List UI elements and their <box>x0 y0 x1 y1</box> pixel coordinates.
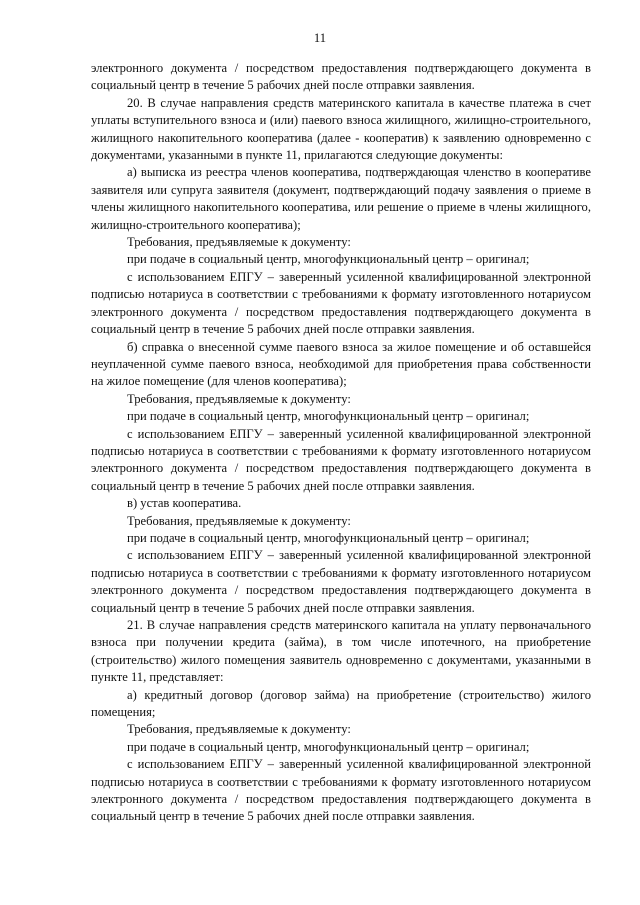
paragraph: электронного документа / посредством предоставления подтверждающего документа в социальный центр в течение 5 рабочих дней после отправки заявления. <box>91 61 591 93</box>
paragraph: при подаче в социальный центр, многофункциональный центр – оригинал; <box>127 739 530 754</box>
paragraph: а) кредитный договор (договор займа) на приобретение (строительство) жилого помещения; <box>91 687 591 720</box>
paragraph: с использованием ЕПГУ – заверенный усиленной квалифицированной электронной подписью нотариуса в соответствии с требованиями к формату изготовленного нотариусом электронного документа / посредством предоставления подтверждающего документа в социальный центр в течение 5 рабочих дней после отправки заявления. <box>91 757 591 824</box>
paragraph: в) устав кооператива. <box>127 496 242 511</box>
paragraph: при подаче в социальный центр, многофункциональный центр – оригинал; <box>127 252 530 267</box>
paragraph: Требования, предъявляемые к документу: <box>127 235 351 250</box>
paragraph: Требования, предъявляемые к документу: <box>127 513 351 528</box>
paragraph: при подаче в социальный центр, многофункциональный центр – оригинал; <box>127 409 530 424</box>
paragraph: Требования, предъявляемые к документу: <box>127 722 351 737</box>
page-number: 11 <box>313 31 327 45</box>
paragraph: а) выписка из реестра членов кооператива, подтверждающая членство в кооперативе заявителя или супруга заявителя (документ, подтверждающий подачу заявления о приеме в члены жилищного накопительного кооператива, или решение о приеме в члены жилищного, жилищно-строительного кооператива); <box>91 165 591 232</box>
paragraph: 21. В случае направления средств материнского капитала на уплату первоначального взноса при получении кредита (займа), в том числе ипотечного, на приобретение (строительство) жилого помещения заявитель одновременно с документами, указанными в пункте 11, представляет: <box>91 618 591 685</box>
paragraph: с использованием ЕПГУ – заверенный усиленной квалифицированной электронной подписью нотариуса в соответствии с требованиями к формату изготовленного нотариусом электронного документа / посредством предоставления подтверждающего документа в социальный центр в течение 5 рабочих дней после отправки заявления. <box>91 269 591 337</box>
paragraph: б) справка о внесенной сумме паевого взноса за жилое помещение и об оставшейся неуплаченной сумме паевого взноса, необходимой для приобретения права собственности на жилое помещение (для членов кооператива); <box>91 339 591 389</box>
document-body <box>91 60 591 826</box>
paragraph: с использованием ЕПГУ – заверенный усиленной квалифицированной электронной подписью нотариуса в соответствии с требованиями к формату изготовленного нотариусом электронного документа / посредством предоставления подтверждающего документа в социальный центр в течение 5 рабочих дней после отправки заявления. <box>91 426 591 493</box>
paragraph: Требования, предъявляемые к документу: <box>127 391 351 406</box>
paragraph: при подаче в социальный центр, многофункциональный центр – оригинал; <box>127 530 530 545</box>
paragraph: 20. В случае направления средств материнского капитала в качестве платежа в счет уплаты вступительного взноса и (или) паевого взноса жилищного, жилищно-строительного, жилищного накопительного кооператива (далее - кооператив) к заявлению одновременно с документами, указанными в пункте 11, прилагаются следующие документы: <box>91 95 591 163</box>
paragraph: с использованием ЕПГУ – заверенный усиленной квалифицированной электронной подписью нотариуса в соответствии с требованиями к формату изготовленного нотариусом электронного документа / посредством предоставления подтверждающего документа в социальный центр в течение 5 рабочих дней после отправки заявления. <box>91 548 591 615</box>
